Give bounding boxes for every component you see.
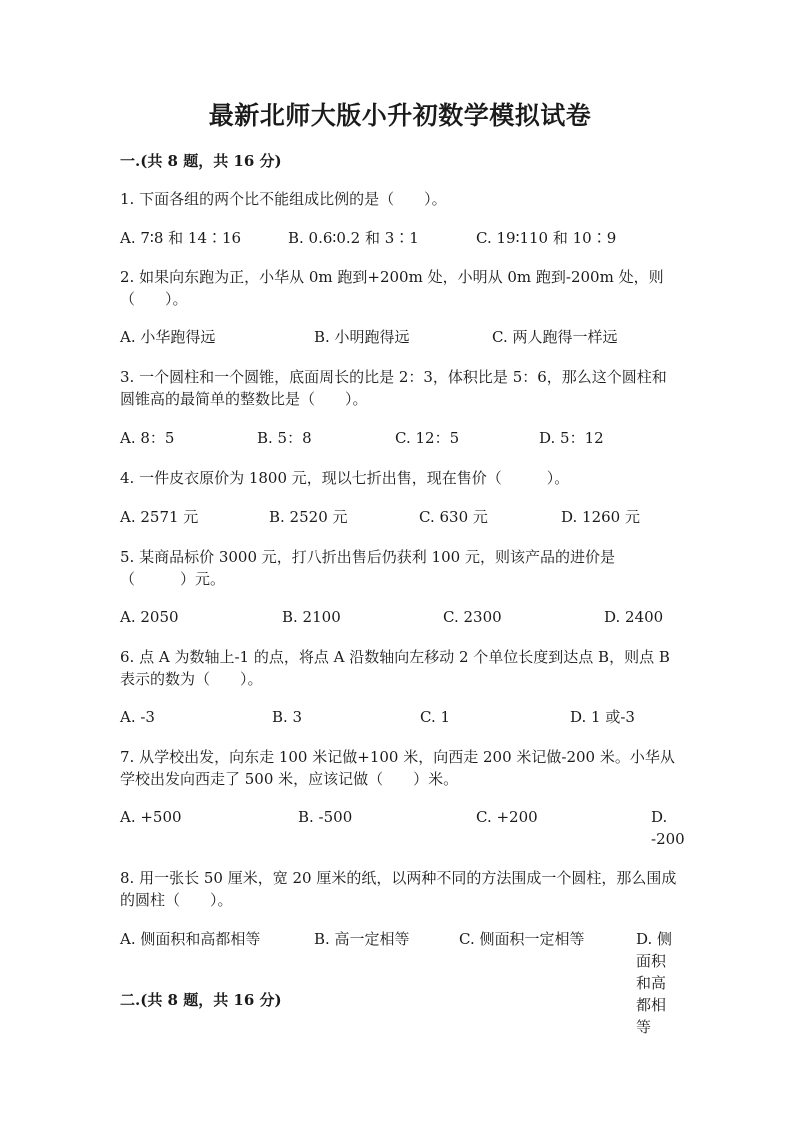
- section-heading-1: 一.(共 8 题，共 16 分): [120, 152, 282, 170]
- question-6-options: [120, 706, 680, 728]
- option-a: A. 侧面积和高都相等: [120, 930, 261, 948]
- option-d: D. 侧面积和高都相等: [636, 930, 673, 1036]
- option-c: C. 12：5: [395, 429, 460, 447]
- option-a: A. 2050: [120, 608, 179, 626]
- option-b: B. -500: [298, 808, 353, 826]
- question-2: 2. 如果向东跑为正，小华从 0m 跑到+200m 处，小明从 0m 跑到-200m 处，则（ ）。: [120, 268, 664, 308]
- option-d: D. 1 或-3: [570, 708, 635, 726]
- page-title: 最新北师大版小升初数学模拟试卷: [208, 101, 592, 130]
- question-7-options: [120, 806, 685, 850]
- option-b: B. 高一定相等: [314, 930, 410, 948]
- question-4-options: [120, 506, 680, 528]
- option-c: C. 2300: [443, 608, 502, 626]
- question-5: 5. 某商品标价 3000 元，打八折出售后仍获利 100 元，则该产品的进价是（ ）元。: [120, 548, 615, 588]
- question-3-options: [120, 427, 680, 449]
- option-c: C. 侧面积一定相等: [459, 930, 585, 948]
- question-4: 4. 一件皮衣原价为 1800 元，现以七折出售，现在售价（ ）。: [120, 469, 570, 487]
- option-b: B. 5：8: [257, 429, 312, 447]
- option-a: A. -3: [120, 708, 155, 726]
- option-d: D. 5：12: [539, 429, 604, 447]
- option-b: B. 3: [272, 708, 303, 726]
- option-d: D. -200: [651, 808, 685, 848]
- question-5-options: [120, 606, 680, 628]
- option-d: D. 2400: [604, 608, 664, 626]
- option-c: C. 1: [420, 708, 451, 726]
- option-c: C. 两人跑得一样远: [492, 328, 618, 346]
- question-1: 1. 下面各组的两个比不能组成比例的是（ ）。: [120, 190, 447, 208]
- question-8: 8. 用一张长 50 厘米，宽 20 厘米的纸，以两种不同的方法围成一个圆柱，那么围成的圆柱（ ）。: [120, 869, 677, 909]
- section-heading-2: 二.(共 8 题，共 16 分): [120, 991, 282, 1009]
- option-b: B. 2520 元: [269, 508, 348, 526]
- option-c: C. 19∶110 和 10∶9: [476, 229, 617, 247]
- option-c: C. +200: [476, 808, 538, 826]
- option-b: B. 小明跑得远: [314, 328, 410, 346]
- question-6: 6. 点 A 为数轴上-1 的点，将点 A 沿数轴向左移动 2 个单位长度到达点 B，则点 B 表示的数为（ ）。: [120, 648, 670, 688]
- option-c: C. 630 元: [419, 508, 488, 526]
- option-a: A. 7∶8 和 14∶16: [120, 229, 242, 247]
- option-b: B. 0.6∶0.2 和 3∶1: [288, 229, 419, 247]
- question-7: 7. 从学校出发，向东走 100 米记做+100 米，向西走 200 米记做-200 米。小华从学校出发向西走了 500 米，应该记做（ ）米。: [120, 748, 675, 788]
- option-a: A. 8：5: [120, 429, 175, 447]
- question-1-options: [120, 227, 680, 249]
- option-a: A. 小华跑得远: [120, 328, 216, 346]
- option-b: B. 2100: [282, 608, 341, 626]
- option-a: A. +500: [120, 808, 182, 826]
- option-d: D. 1260 元: [561, 508, 640, 526]
- option-a: A. 2571 元: [120, 508, 199, 526]
- question-3: 3. 一个圆柱和一个圆锥，底面周长的比是 2：3，体积比是 5：6，那么这个圆柱和圆锥高的最简单的整数比是（ ）。: [120, 368, 667, 408]
- question-2-options: [120, 326, 680, 348]
